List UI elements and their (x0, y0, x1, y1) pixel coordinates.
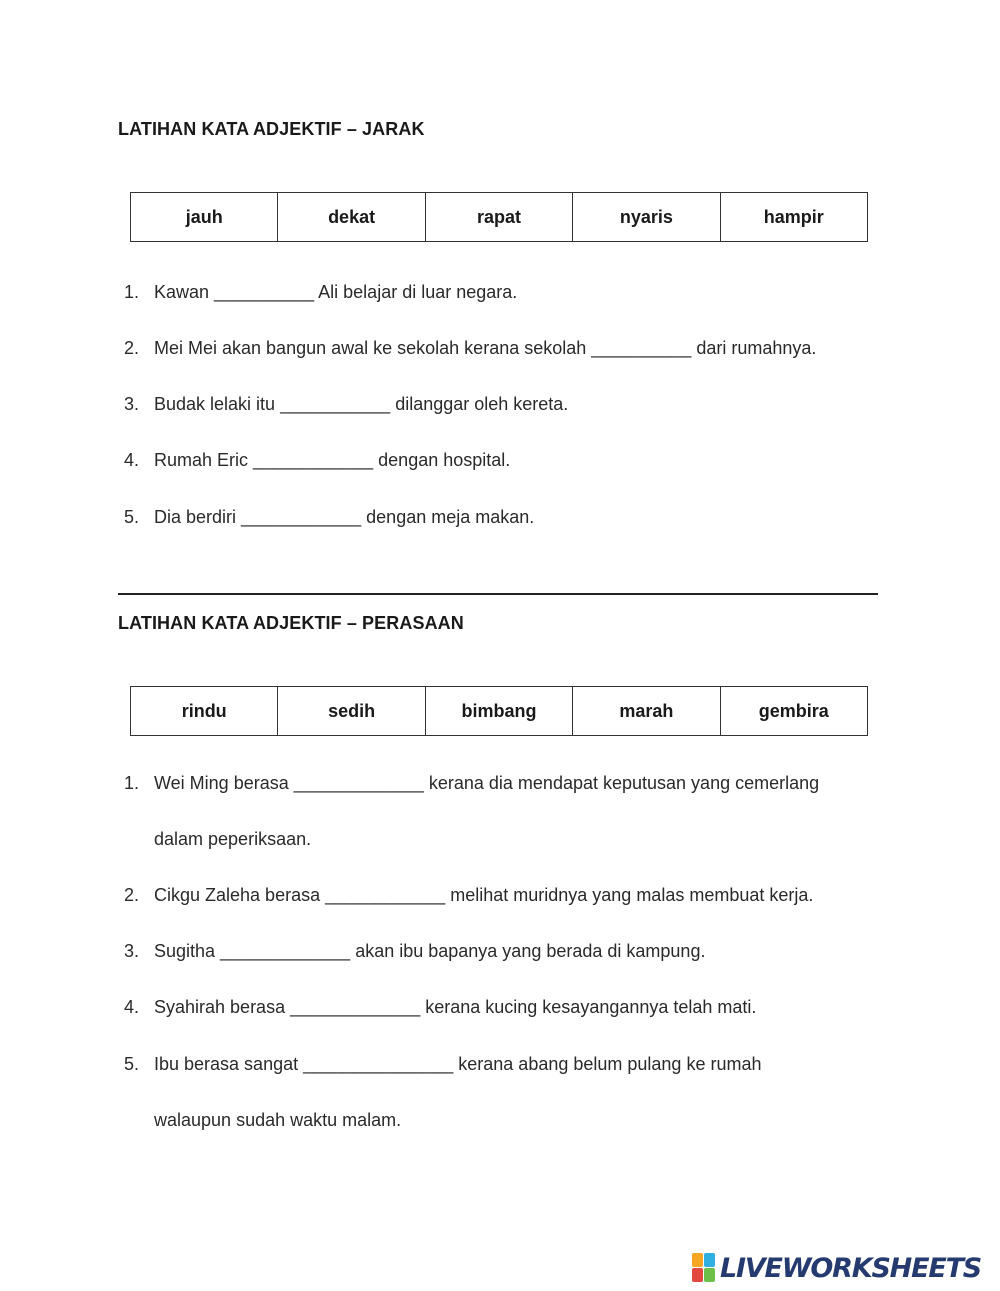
question-continuation: dalam peperiksaan. (154, 829, 312, 849)
question-item (124, 941, 705, 962)
question-continuation: walaupun sudah waktu malam. (154, 1110, 402, 1130)
question-item (124, 394, 568, 415)
question-number: 2. (124, 338, 140, 358)
question-number: 1. (124, 773, 140, 793)
word-bank-cell: rindu (131, 687, 278, 736)
question-text: Budak lelaki itu ___________ dilanggar oleh kereta. (154, 394, 569, 414)
question-item (124, 773, 819, 794)
word-bank-cell: rapat (425, 193, 572, 242)
word-bank-cell: gembira (720, 687, 867, 736)
section1-title: LATIHAN KATA ADJEKTIF – JARAK (118, 119, 425, 139)
question-item (124, 450, 510, 471)
question-item (124, 338, 816, 359)
logo-block (704, 1268, 715, 1282)
question-text: Dia berdiri ____________ dengan meja makan. (154, 507, 535, 527)
question-item (124, 1054, 761, 1075)
question-number: 5. (124, 1054, 140, 1074)
question-text: Wei Ming berasa _____________ kerana dia mendapat keputusan yang cemerlang (154, 773, 820, 793)
question-text: Sugitha _____________ akan ibu bapanya yang berada di kampung. (154, 941, 706, 961)
question-number: 4. (124, 997, 140, 1017)
question-number: 3. (124, 941, 140, 961)
word-bank-cell: bimbang (425, 687, 572, 736)
question-text: Cikgu Zaleha berasa ____________ melihat muridnya yang malas membuat kerja. (154, 885, 814, 905)
question-number: 2. (124, 885, 140, 905)
question-number: 5. (124, 507, 140, 527)
question-item (124, 885, 813, 906)
logo-block (692, 1268, 703, 1282)
section2-word-bank (130, 686, 868, 736)
section1-word-bank (130, 192, 868, 242)
word-bank-cell: hampir (720, 193, 867, 242)
logo-text: LIVEWORKSHEETS (720, 1252, 982, 1284)
question-text: Rumah Eric ____________ dengan hospital. (154, 450, 511, 470)
question-item (124, 507, 534, 528)
word-bank-cell: jauh (131, 193, 278, 242)
word-bank-cell: sedih (278, 687, 425, 736)
logo-block (704, 1253, 715, 1267)
word-bank-cell: marah (573, 687, 720, 736)
question-text: Syahirah berasa _____________ kerana kucing kesayangannya telah mati. (154, 997, 757, 1017)
word-bank-cell: dekat (278, 193, 425, 242)
logo-block (692, 1253, 703, 1267)
section-divider (118, 593, 878, 595)
question-text: Kawan __________ Ali belajar di luar negara. (154, 282, 518, 302)
word-bank-cell: nyaris (573, 193, 720, 242)
question-item (124, 997, 756, 1018)
liveworksheets-logo[interactable] (692, 1252, 981, 1284)
question-number: 1. (124, 282, 140, 302)
question-text: Mei Mei akan bangun awal ke sekolah kerana sekolah __________ dari rumahnya. (154, 338, 817, 358)
question-number: 3. (124, 394, 140, 414)
question-text: Ibu berasa sangat _______________ kerana abang belum pulang ke rumah (154, 1054, 762, 1074)
liveworksheets-logo-icon (692, 1253, 716, 1283)
section2-title: LATIHAN KATA ADJEKTIF – PERASAAN (118, 613, 464, 633)
question-item (124, 282, 517, 303)
question-number: 4. (124, 450, 140, 470)
